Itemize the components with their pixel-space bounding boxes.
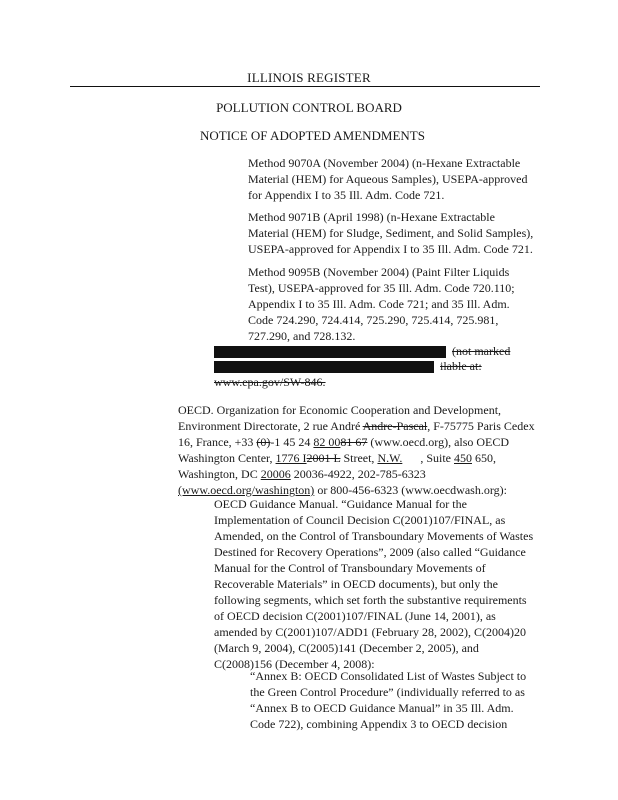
text-line: Material (HEM) for Aqueous Samples), USEPA-approved <box>248 172 528 186</box>
text-line: Implementation of Council Decision C(2001)107/FINAL, as <box>214 513 506 527</box>
text-line: Environment Directorate, 2 rue André Andre-Pascal, F-75775 Paris Cedex <box>178 419 535 433</box>
text-line: Test), USEPA-approved for 35 Ill. Adm. Code 720.110; <box>248 281 515 295</box>
text-line: Code 724.290, 724.414, 725.290, 725.414, 725.981, <box>248 313 499 327</box>
text-line: Manual for the Control of Transboundary Movements of <box>214 561 486 575</box>
text-line: Amended, on the Control of Transboundary Movements of Wastes <box>214 529 534 543</box>
annex-b-paragraph <box>250 668 526 732</box>
text-line: OECD. Organization for Economic Cooperation and Development, <box>178 403 502 417</box>
header-rule <box>70 86 540 87</box>
guidance-paragraph <box>214 496 533 672</box>
text-line: C(2008)156 (December 4, 2008): <box>214 657 375 671</box>
text-line: 727.290, and 728.132. <box>248 329 356 343</box>
text-line: Washington, DC 20006 20036-4922, 202-785-6323 <box>178 467 426 481</box>
redaction-bar <box>214 346 446 358</box>
text-line: “Annex B: OECD Consolidated List of Wastes Subject to <box>250 669 527 683</box>
method-9095b <box>248 264 515 344</box>
text-line: 16, France, +33 (0)-1 45 24 82 0081 67 (www.oecd.org), also OECD <box>178 435 510 449</box>
text-line: Washington Center, 1776 I2001 L Street, N.W. , Suite 450 650, <box>178 451 496 465</box>
text-line: Material (HEM) for Sludge, Sediment, and Solid Samples), <box>248 226 534 240</box>
redacted-visible-tail: ilable at: <box>440 359 482 373</box>
text-line: “Annex B to OECD Guidance Manual” in 35 Ill. Adm. <box>250 701 514 715</box>
text-line: following segments, which set forth the substantive requirements <box>214 593 527 607</box>
board-title: POLLUTION CONTROL BOARD <box>216 100 402 115</box>
struck-url: www.epa.gov/SW-846. <box>214 375 326 389</box>
oecd-paragraph <box>178 402 535 498</box>
text-line: of OECD decision C(2001)107/FINAL (June 14, 2001), as <box>214 609 496 623</box>
notice-title: NOTICE OF ADOPTED AMENDMENTS <box>200 128 425 143</box>
text-line: (March 9, 2004), C(2005)141 (December 2, 2005), and <box>214 641 479 655</box>
text-line: Appendix I to 35 Ill. Adm. Code 721; and 35 Ill. Adm. <box>248 297 510 311</box>
text-line: Method 9071B (April 1998) (n-Hexane Extractable <box>248 210 495 224</box>
method-9071b <box>248 209 533 257</box>
text-line: Code 722), combining Appendix 3 to OECD decision <box>250 717 508 731</box>
text-line: (www.oecd.org/washington) or 800-456-6323 (www.oecdwash.org): <box>178 483 507 497</box>
text-line: Recoverable Materials” in OECD documents), but only the <box>214 577 498 591</box>
text-line: amended by C(2001)107/ADD1 (February 28, 2002), C(2004)20 <box>214 625 526 639</box>
text-line: the Green Control Procedure” (individually referred to as <box>250 685 525 699</box>
register-title: ILLINOIS REGISTER <box>247 70 371 85</box>
text-line: Destined for Recovery Operations”, 2009 (also called “Guidance <box>214 545 526 559</box>
redaction-bar <box>214 361 434 373</box>
text-line: Method 9070A (November 2004) (n-Hexane Extractable <box>248 156 521 170</box>
text-line: for Appendix I to 35 Ill. Adm. Code 721. <box>248 188 445 202</box>
redacted-visible-fragment: (not marked <box>452 344 511 358</box>
text-line: Method 9095B (November 2004) (Paint Filter Liquids <box>248 265 510 279</box>
text-line: USEPA-approved for Appendix I to 35 Ill. Adm. Code 721. <box>248 242 533 256</box>
method-9070a <box>248 155 528 203</box>
text-line: OECD Guidance Manual. “Guidance Manual for the <box>214 497 467 511</box>
